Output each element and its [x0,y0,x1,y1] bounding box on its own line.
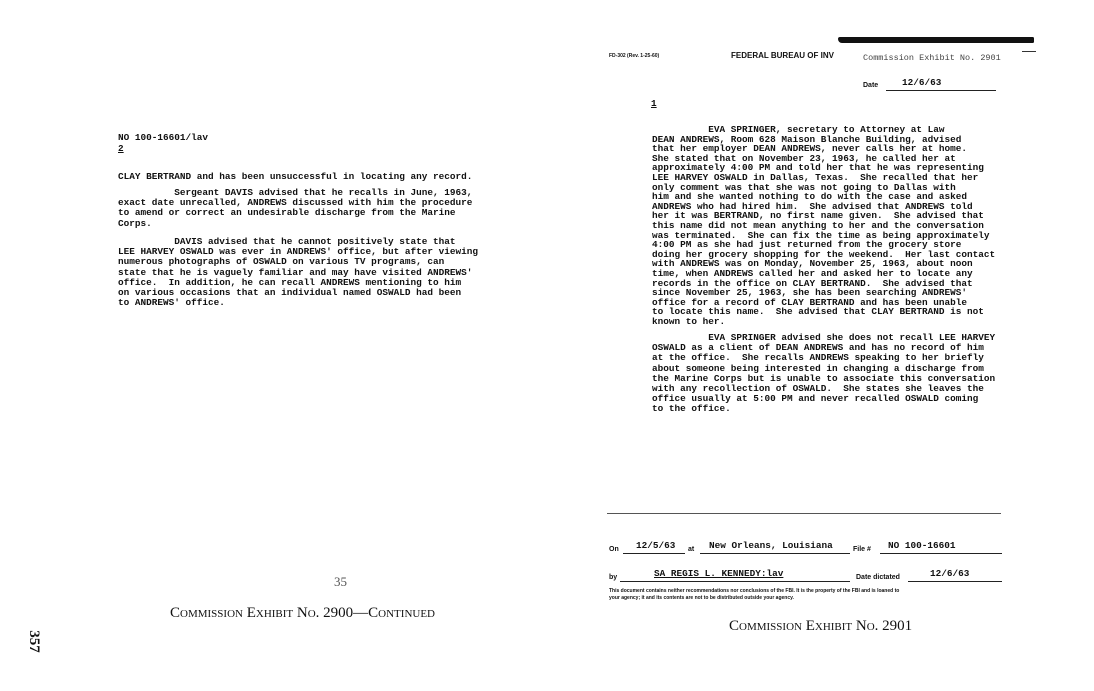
text-line: known to her. [652,315,726,327]
date-label: Date [863,82,879,89]
on-label: On [609,546,619,553]
text-line: since November 25, 1963, she has been searching ANDREWS' [652,287,968,299]
page-number: 2 [118,143,124,154]
exhibit-caption: Commission Exhibit No. 2901 [729,618,913,634]
text-line: LEE HARVEY OSWALD was ever in ANDREWS' office, but after viewing [118,246,479,258]
volume-page-number: 357 [25,630,42,653]
text-line: to the office. [652,403,731,415]
text-line: EVA SPRINGER advised she does not recall LEE HARVEY [652,332,996,343]
text-line: only comment was that she was not going to Dallas with [652,181,956,193]
paragraph-1 [118,172,472,182]
date-value: 12/6/63 [902,77,942,88]
text-line: time, when ANDREWS called her and asked her to locate any [652,267,973,279]
text-line: EVA SPRINGER, secretary to Attorney at Law [652,124,945,135]
text-line: Sergeant DAVIS advised that he recalls in June, 1963, [118,187,473,198]
text-line: numerous photographs of OSWALD on various TV programs, can [118,256,445,268]
text-line: doing her grocery shopping for the weekend. Her last contact [652,248,996,260]
text-line: LEE HARVEY OSWALD in Dallas, Texas. She recalled that her [652,171,979,183]
disclaimer-line: your agency; it and its contents are not to be distributed outside your agency. [609,595,794,601]
exhibit-caption: Commission Exhibit No. 2900—Continued [170,605,435,621]
text-line: that her employer DEAN ANDREWS, never calls her at home. [652,143,968,155]
text-line: Corps. [118,217,152,229]
scan-edge-mark [838,37,1034,43]
text-line: DEAN ANDREWS, Room 628 Maison Blanche Building, advised [652,133,962,145]
disclaimer-line: This document contains neither recommendations nor conclusions of the FBI. It is the property of the FBI and is loaned to [609,588,900,594]
file-label: File # [853,546,871,553]
form-id: FD-302 (Rev. 1-25-60) [609,53,660,59]
text-line: this name did not mean anything to her and the conversation [652,219,984,231]
text-line: records in the office on CLAY BERTRAND. She advised that [652,277,973,289]
paragraph-2 [118,188,472,229]
text-line: CLAY BERTRAND and has been unsuccessful in locating any record. [118,171,473,182]
text-line: office for a record of CLAY BERTRAND and has been unable [652,296,968,308]
text-line: OSWALD as a client of DEAN ANDREWS and has no record of him [652,342,984,354]
dictated-value: 12/6/63 [930,568,970,579]
text-line: 4:00 PM as she had just returned from the grocery store [652,239,962,251]
text-line: office. In addition, he can recall ANDREWS mentioning to him [118,276,462,288]
agency-header: FEDERAL BUREAU OF INV [731,51,834,60]
text-line: exact date unrecalled, ANDREWS discussed with him the procedure [118,197,473,209]
scan-edge-mark [1022,51,1036,52]
page-number: 1 [651,98,657,109]
folio-number: 35 [334,574,347,589]
file-reference: NO 100-16601/lav [118,132,209,143]
text-line: with ANDREWS was on Monday, November 25, 1963, about noon [652,258,973,270]
text-line: to ANDREWS' office. [118,297,225,309]
paragraph-2 [652,333,995,415]
text-line: approximately 4:00 PM and told her that he was representing [652,162,984,174]
text-line: at the office. She recalls ANDREWS speaking to her briefly [652,352,984,364]
file-value: NO 100-16601 [888,540,956,551]
paragraph-3 [118,237,478,308]
text-line: state that he is vaguely familiar and may have visited ANDREWS' [118,266,473,278]
at-label: at [688,546,695,553]
text-line: was terminated. She can fix the time as being approximately [652,229,990,241]
text-line: to locate this name. She advised that CLAY BERTRAND is not [652,306,984,318]
text-line: about someone being interested in changing a discharge from [652,362,984,374]
by-label: by [609,574,618,581]
dictated-label: Date dictated [856,574,900,581]
paragraph-1 [652,125,995,326]
text-line: office usually at 5:00 PM and never recalled OSWALD coming [652,393,979,405]
text-line: with any recollection of OSWALD. She states she leaves the [652,383,984,395]
text-line: her it was BERTRAND, no first name given. She advised that [652,210,984,222]
text-line: ANDREWS who had hired him. She advised that ANDREWS told [652,200,973,212]
divider [607,513,1001,514]
text-line: She stated that on November 23, 1963, he called her at [652,152,956,164]
by-value: SA REGIS L. KENNEDY:lav [654,568,784,579]
text-line: the Marine Corps but is unable to associate this conversation [652,372,996,384]
at-value: New Orleans, Louisiana [709,540,833,551]
text-line: DAVIS advised that he cannot positively state that [118,236,456,247]
on-value: 12/5/63 [636,540,676,551]
text-line: him and she wanted nothing to do with the case and asked [652,191,968,203]
text-line: on various occasions that an individual named OSWALD had been [118,287,462,299]
exhibit-stamp: Commission Exhibit No. 2901 [863,53,1001,63]
text-line: to amend or correct an undesirable discharge from the Marine [118,207,456,219]
